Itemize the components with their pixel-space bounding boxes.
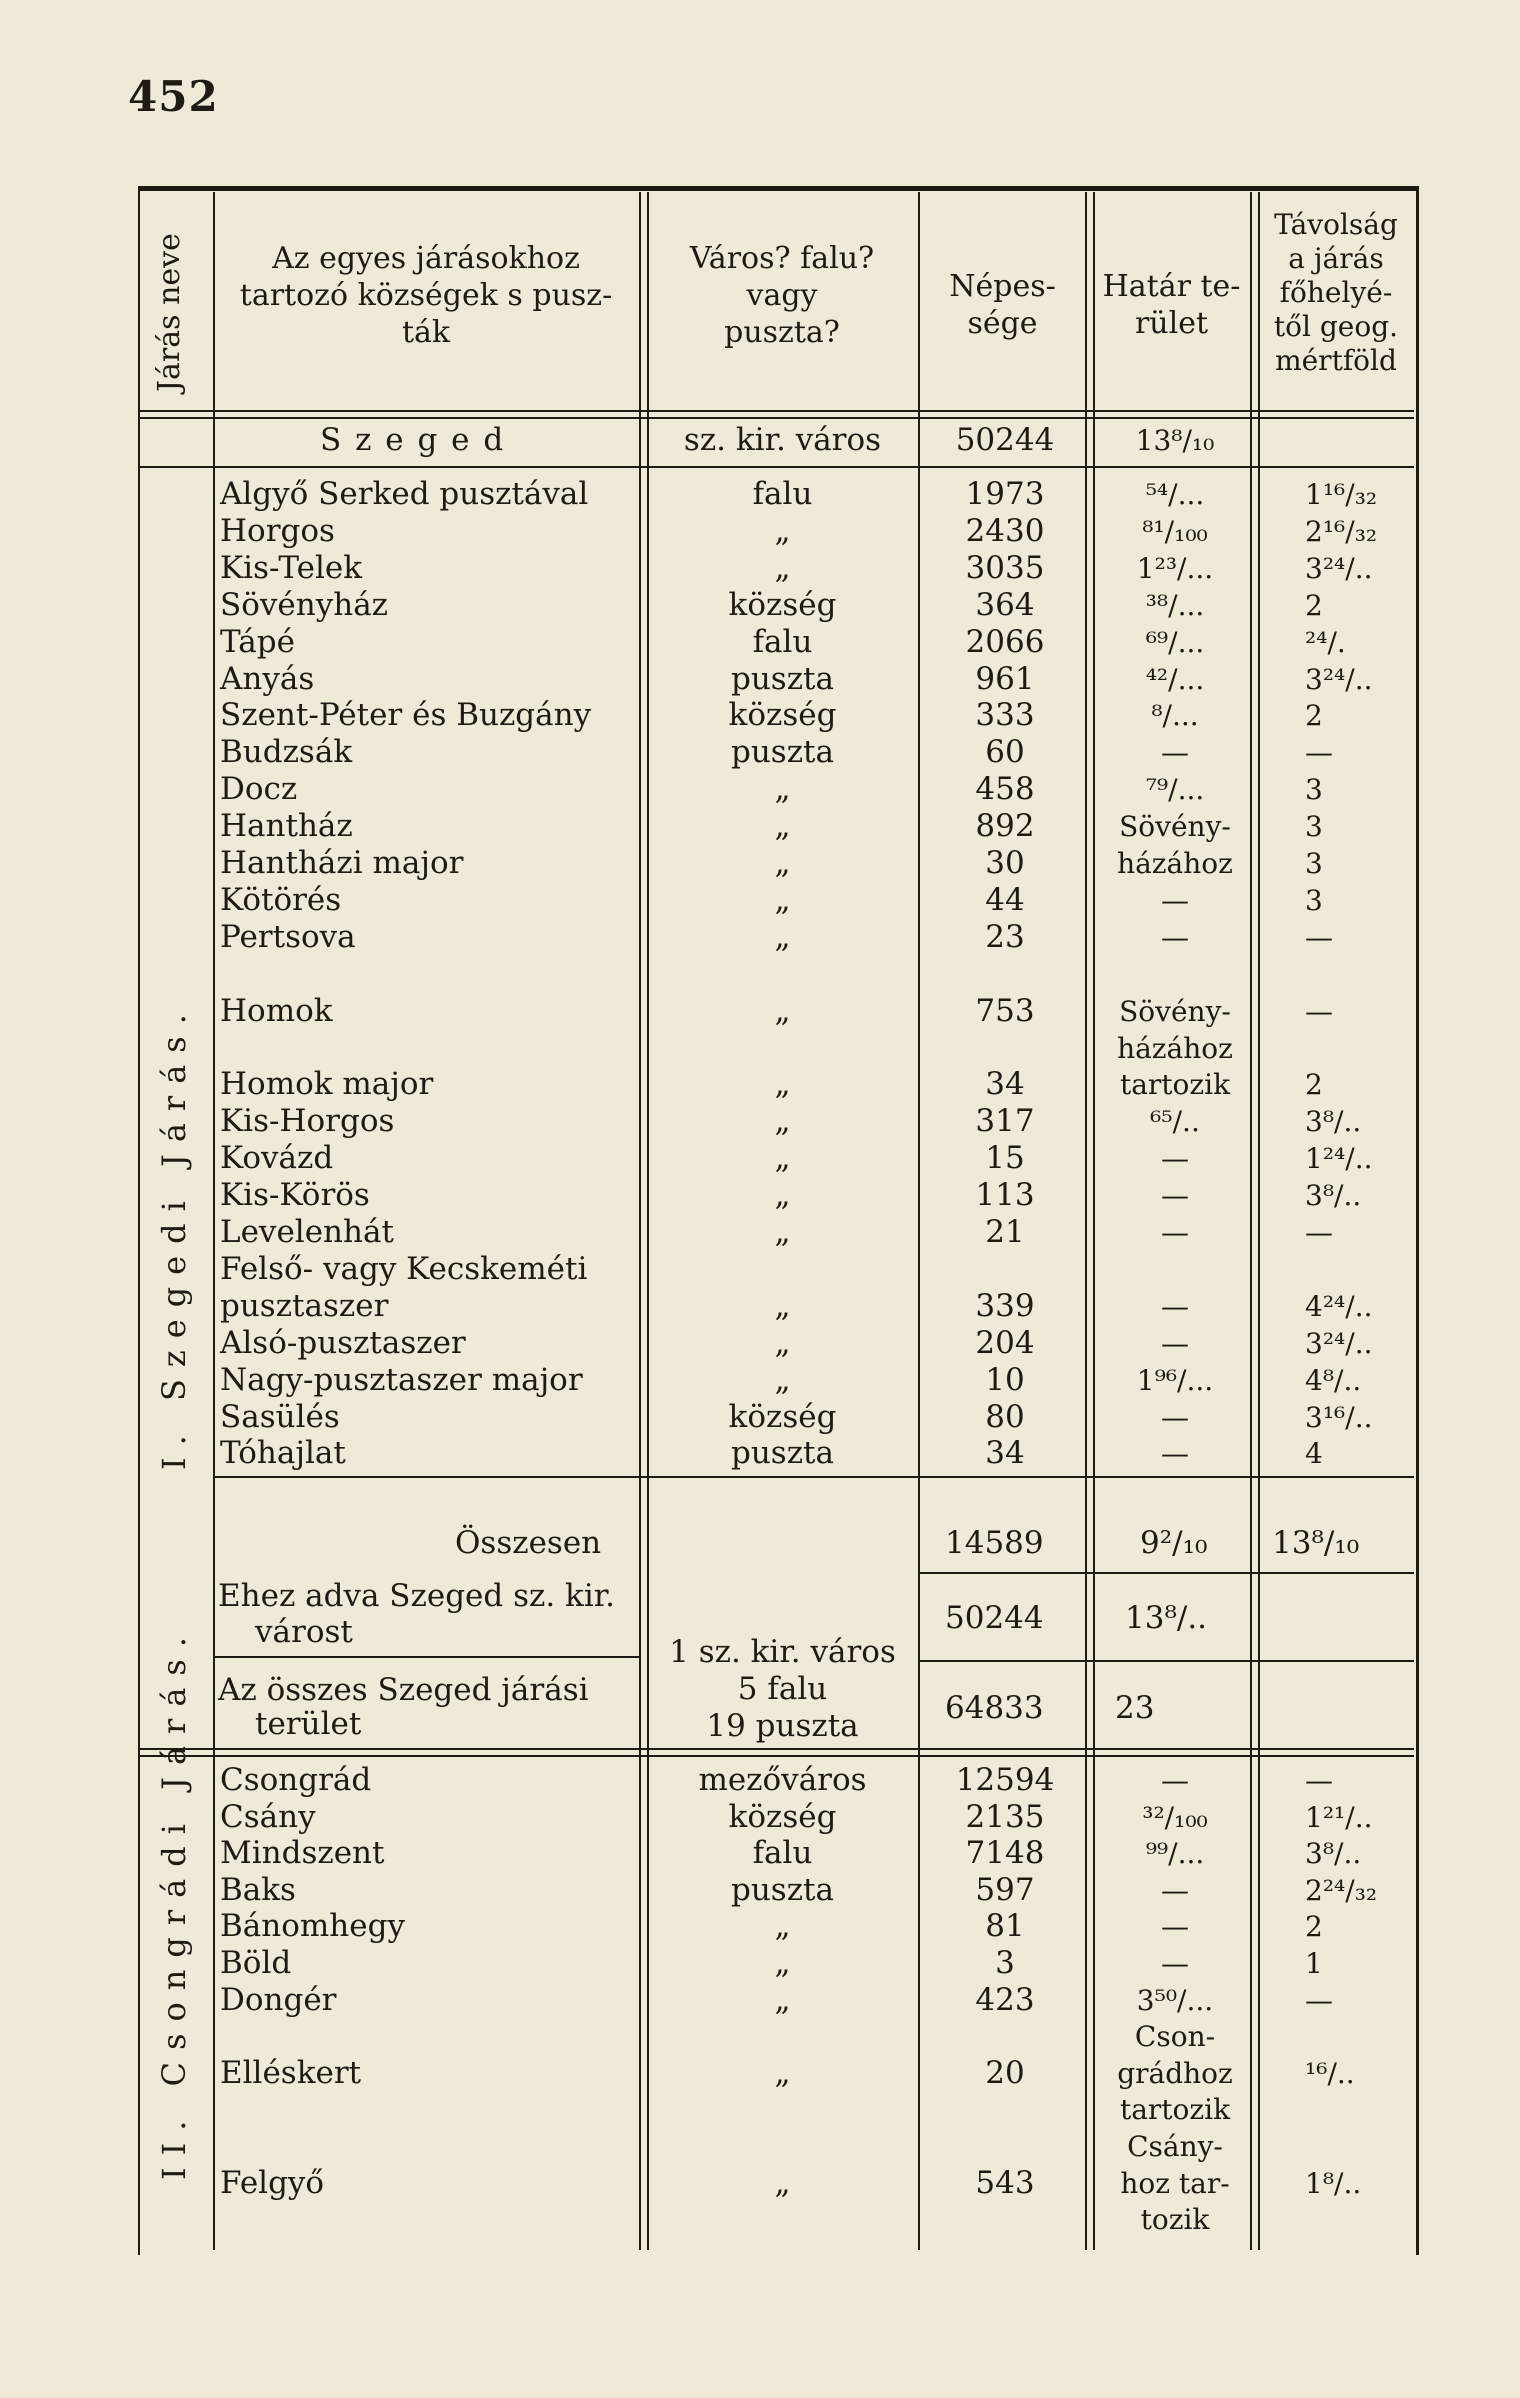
cell-population: 543 bbox=[975, 2164, 1035, 2201]
cell-population: 23 bbox=[985, 918, 1025, 955]
cell-type: község bbox=[728, 697, 837, 734]
add-area: 13⁸/.. bbox=[1125, 1600, 1208, 1636]
cell-population: 2066 bbox=[965, 623, 1045, 660]
cell-area: — bbox=[1161, 1947, 1189, 1980]
table-row bbox=[0, 1177, 1520, 1214]
cell-name: Tóhajlat bbox=[220, 1435, 346, 1472]
header-line: mértföld bbox=[1275, 344, 1397, 377]
cell-population: 597 bbox=[975, 1871, 1035, 1908]
table-row bbox=[0, 1872, 1520, 1909]
cell-type: falu bbox=[752, 623, 813, 660]
table-row bbox=[0, 1435, 1520, 1472]
cell-area: — bbox=[1161, 736, 1189, 770]
table-row bbox=[0, 919, 1520, 956]
header-line: Népes- bbox=[949, 269, 1056, 304]
cell-distance: — bbox=[1305, 920, 1333, 954]
cell-area: — bbox=[1161, 1289, 1189, 1323]
sum-type-line: 19 puszta bbox=[706, 1708, 859, 1744]
cell-type: „ bbox=[774, 1103, 791, 1140]
cell-population: 20 bbox=[985, 2054, 1025, 2091]
cell-name: Sasülés bbox=[220, 1398, 340, 1435]
cell-distance: 3²⁴/.. bbox=[1305, 551, 1373, 585]
cell-distance: 3 bbox=[1305, 810, 1323, 844]
table-row bbox=[0, 882, 1520, 919]
sum-label: terület bbox=[255, 1706, 362, 1742]
cell-name: Budzsák bbox=[220, 734, 353, 771]
district-1-label: I. Szegedi Járás. bbox=[155, 1002, 193, 1470]
table-row bbox=[0, 624, 1520, 661]
header-line: vagy bbox=[746, 278, 818, 313]
cell-name: Alsó-pusztaszer bbox=[220, 1324, 466, 1361]
table-row bbox=[0, 1945, 1520, 1982]
cell-type: „ bbox=[774, 1066, 791, 1103]
cell-area: ³²/₁₀₀ bbox=[1142, 1800, 1208, 1834]
sum-type-line: 5 falu bbox=[737, 1671, 828, 1707]
cell-area: — bbox=[1161, 1873, 1189, 1907]
table-row bbox=[0, 956, 1520, 993]
cell-type: „ bbox=[774, 1214, 791, 1250]
table-row bbox=[0, 697, 1520, 734]
header-line: puszta? bbox=[724, 315, 840, 350]
header-line: Távolság bbox=[1274, 208, 1398, 241]
cell-population: 961 bbox=[975, 660, 1035, 697]
cell-area: ⁶⁵/.. bbox=[1150, 1105, 1200, 1139]
header-type bbox=[647, 240, 917, 351]
cell-type: „ bbox=[774, 1177, 791, 1214]
cell-distance: 4²⁴/.. bbox=[1305, 1289, 1373, 1323]
district-2-label: II. Csongrádi Járás. bbox=[155, 1624, 193, 2180]
cell-area: — bbox=[1161, 1910, 1189, 1944]
cell-area: 3⁵⁰/... bbox=[1136, 1983, 1214, 2017]
table-row bbox=[0, 2091, 1520, 2128]
table-row bbox=[0, 1362, 1520, 1399]
cell-population: 21 bbox=[985, 1214, 1025, 1250]
cell-name: Dongér bbox=[220, 1981, 337, 2018]
cell-population: 15 bbox=[985, 1140, 1025, 1177]
header-population bbox=[920, 268, 1085, 342]
total-population: 14589 bbox=[945, 1525, 1044, 1561]
cell-type: község bbox=[728, 586, 837, 623]
cell-type: község bbox=[728, 1798, 837, 1835]
cell-population: 204 bbox=[975, 1324, 1035, 1361]
table-row bbox=[0, 1103, 1520, 1140]
cell-area: házához bbox=[1117, 847, 1233, 880]
cell-distance: 2¹⁶/₃₂ bbox=[1305, 514, 1378, 548]
total-area: 9²/₁₀ bbox=[1140, 1525, 1208, 1561]
table-row bbox=[0, 513, 1520, 550]
cell-area: — bbox=[1161, 1216, 1189, 1249]
cell-population: 2430 bbox=[965, 512, 1045, 549]
cell-distance: 3 bbox=[1305, 883, 1323, 917]
cell-population: 44 bbox=[985, 881, 1025, 918]
table-row bbox=[0, 734, 1520, 771]
cell-area: tartozik bbox=[1119, 2093, 1231, 2127]
cell-distance: 3²⁴/.. bbox=[1305, 662, 1373, 696]
cell-type: puszta bbox=[731, 1871, 834, 1908]
sum-label: Az összes Szeged járási bbox=[218, 1672, 589, 1708]
cell-name: Csongrád bbox=[220, 1762, 372, 1798]
cell-area: — bbox=[1161, 883, 1189, 917]
header-line: Város? falu? bbox=[689, 241, 875, 276]
table-row bbox=[0, 587, 1520, 624]
table-row bbox=[0, 2165, 1520, 2202]
cell-name: Docz bbox=[220, 771, 298, 808]
cell-area: ⁸/... bbox=[1151, 699, 1199, 733]
cell-name: Levelenhát bbox=[220, 1214, 394, 1250]
cell-area: hoz tar- bbox=[1120, 2166, 1230, 2200]
cell-area: házához bbox=[1117, 1031, 1233, 1065]
cell-distance: 3¹⁶/.. bbox=[1305, 1400, 1373, 1434]
cell-name: Nagy-pusztaszer major bbox=[220, 1361, 583, 1398]
table-row bbox=[0, 550, 1520, 587]
cell-name: Hantház bbox=[220, 808, 353, 845]
header-line: től geog. bbox=[1273, 310, 1399, 343]
cell-type: puszta bbox=[731, 660, 834, 697]
header-settlement bbox=[215, 240, 637, 351]
sum-area: 23 bbox=[1115, 1690, 1155, 1726]
cell-distance: ²⁴/. bbox=[1305, 625, 1346, 659]
cell-type: puszta bbox=[731, 734, 834, 771]
cell-population: 60 bbox=[985, 734, 1025, 771]
cell-population: 333 bbox=[975, 697, 1035, 734]
cell-name: Felső- vagy Kecskeméti bbox=[220, 1250, 588, 1287]
cell-distance: 4⁸/.. bbox=[1305, 1363, 1362, 1397]
cell-name: Baks bbox=[220, 1871, 296, 1908]
cell-distance: 3⁸/.. bbox=[1305, 1837, 1362, 1871]
table-row bbox=[0, 1762, 1520, 1799]
cell-area: Csány- bbox=[1127, 2130, 1223, 2163]
cell-distance: 2 bbox=[1305, 1910, 1323, 1944]
cell-area: ⁹⁹/... bbox=[1145, 1837, 1205, 1871]
cell-type: „ bbox=[774, 771, 791, 808]
cell-type: falu bbox=[752, 476, 813, 512]
table-row bbox=[0, 1908, 1520, 1945]
cell-distance: 4 bbox=[1305, 1437, 1323, 1471]
total-label: Összesen bbox=[455, 1525, 602, 1561]
cell-distance: 3⁸/.. bbox=[1305, 1105, 1362, 1139]
table-row bbox=[0, 1399, 1520, 1436]
cell-distance: 3²⁴/.. bbox=[1305, 1326, 1373, 1360]
cell-type: „ bbox=[774, 1908, 791, 1945]
table-row bbox=[0, 845, 1520, 882]
cell-population: 30 bbox=[985, 845, 1025, 881]
table-row bbox=[0, 993, 1520, 1030]
cell-area: — bbox=[1161, 1142, 1189, 1176]
cell-population: 10 bbox=[985, 1361, 1025, 1398]
cell-population: 458 bbox=[975, 771, 1035, 808]
table-row bbox=[0, 1325, 1520, 1362]
cell-population: 81 bbox=[985, 1908, 1025, 1945]
sum-type-line: 1 sz. kir. város bbox=[669, 1634, 896, 1670]
header-distance bbox=[1258, 208, 1414, 378]
sum-type bbox=[645, 1634, 920, 1745]
table-row bbox=[0, 808, 1520, 845]
cell-area: ⁴²/... bbox=[1145, 662, 1205, 696]
district-rule bbox=[138, 1748, 1414, 1757]
cell-distance: 2 bbox=[1305, 588, 1323, 622]
cell-population: 50244 bbox=[955, 422, 1055, 458]
cell-name: Anyás bbox=[220, 660, 315, 697]
cell-distance: 1⁸/.. bbox=[1305, 2166, 1362, 2200]
cell-name: Kis-Horgos bbox=[220, 1103, 395, 1140]
cell-name: Homok bbox=[220, 992, 333, 1029]
cell-name: Algyő Serked pusztával bbox=[220, 476, 589, 512]
cell-type: „ bbox=[774, 512, 791, 549]
cell-population: 1973 bbox=[965, 476, 1045, 512]
header-line: rület bbox=[1134, 306, 1209, 341]
cell-type: „ bbox=[774, 845, 791, 881]
add-label: Ehez adva Szeged sz. kir. bbox=[218, 1578, 616, 1614]
cell-area: 1²³/... bbox=[1136, 551, 1214, 585]
table-row bbox=[0, 1982, 1520, 2019]
table-row bbox=[0, 771, 1520, 808]
table-row bbox=[0, 1140, 1520, 1177]
cell-distance: 1²¹/.. bbox=[1305, 1800, 1373, 1834]
cell-type: „ bbox=[774, 2054, 791, 2091]
cell-distance: — bbox=[1305, 994, 1333, 1028]
section-rule bbox=[138, 466, 1414, 468]
cell-name: pusztaszer bbox=[220, 1287, 389, 1324]
page-number: 452 bbox=[128, 72, 219, 121]
table-row bbox=[0, 1066, 1520, 1103]
cell-type: mezőváros bbox=[698, 1762, 867, 1798]
cell-type: „ bbox=[774, 1361, 791, 1398]
cell-distance: 1¹⁶/₃₂ bbox=[1305, 478, 1378, 511]
cell-population: 3 bbox=[995, 1945, 1015, 1981]
cell-type: sz. kir. város bbox=[683, 422, 882, 458]
table-row bbox=[0, 2201, 1520, 2238]
cell-name: Bánomhegy bbox=[220, 1908, 405, 1945]
cell-name: Csány bbox=[220, 1798, 316, 1835]
cell-name: Hantházi major bbox=[220, 845, 464, 881]
cell-name: Böld bbox=[220, 1945, 292, 1981]
cell-name: Sövényház bbox=[220, 586, 389, 623]
cell-population: 753 bbox=[975, 992, 1035, 1029]
add-label: várost bbox=[255, 1614, 353, 1650]
cell-distance: 1²⁴/.. bbox=[1305, 1142, 1373, 1176]
cell-name: Horgos bbox=[220, 512, 335, 549]
cell-type: „ bbox=[774, 881, 791, 918]
cell-type: „ bbox=[774, 1140, 791, 1177]
cell-population: 364 bbox=[975, 586, 1035, 623]
cell-name: Pertsova bbox=[220, 918, 356, 955]
cell-population: 317 bbox=[975, 1103, 1035, 1140]
table-row bbox=[0, 2128, 1520, 2165]
header-line: a járás bbox=[1288, 242, 1384, 275]
cell-distance: — bbox=[1305, 1983, 1333, 2017]
cell-area: Sövény- bbox=[1119, 810, 1231, 844]
cell-population: 3035 bbox=[965, 549, 1045, 586]
header-line: tartozó községek s pusz- bbox=[239, 278, 613, 313]
header-line: Az egyes járásokhoz bbox=[272, 241, 580, 276]
cell-area: Sövény- bbox=[1119, 994, 1231, 1028]
section-rule bbox=[213, 1656, 639, 1658]
table-row-city bbox=[0, 422, 1520, 459]
cell-distance: 2 bbox=[1305, 1068, 1323, 1102]
section-rule bbox=[918, 1572, 1414, 1574]
cell-population: 2135 bbox=[965, 1798, 1045, 1835]
header-area bbox=[1093, 268, 1250, 342]
cell-type: „ bbox=[774, 992, 791, 1029]
cell-name: Kovázd bbox=[220, 1140, 334, 1177]
cell-distance: 1 bbox=[1305, 1947, 1323, 1980]
section-rule bbox=[213, 1476, 1414, 1478]
cell-type: „ bbox=[774, 1287, 791, 1324]
cell-population: 7148 bbox=[965, 1835, 1045, 1872]
cell-area: — bbox=[1161, 1437, 1189, 1471]
cell-area: ⁶⁹/... bbox=[1145, 625, 1205, 659]
header-line: sége bbox=[967, 306, 1038, 341]
cell-name: Mindszent bbox=[220, 1835, 385, 1872]
cell-area: — bbox=[1161, 1400, 1189, 1434]
table-row bbox=[0, 1288, 1520, 1325]
cell-name: Kötörés bbox=[220, 881, 342, 918]
cell-population: 339 bbox=[975, 1287, 1035, 1324]
sum-population: 64833 bbox=[945, 1690, 1044, 1726]
cell-area: ⁸¹/₁₀₀ bbox=[1142, 514, 1208, 548]
cell-name: S z e g e d bbox=[320, 422, 506, 458]
header-district: Járás neve bbox=[152, 233, 187, 392]
table-row bbox=[0, 1251, 1520, 1288]
cell-area: Cson- bbox=[1134, 2020, 1216, 2054]
cell-area: tartozik bbox=[1119, 1068, 1231, 1102]
cell-area: 13⁸/₁₀ bbox=[1135, 424, 1215, 457]
table-row bbox=[0, 2018, 1520, 2055]
header-rule bbox=[138, 410, 1414, 419]
cell-population: 12594 bbox=[955, 1762, 1055, 1798]
cell-type: falu bbox=[752, 1835, 813, 1872]
cell-population: 34 bbox=[985, 1435, 1025, 1472]
cell-name: Tápé bbox=[220, 623, 295, 660]
header-line: ták bbox=[401, 315, 451, 350]
cell-type: község bbox=[728, 1398, 837, 1435]
cell-name: Homok major bbox=[220, 1066, 434, 1103]
cell-type: „ bbox=[774, 1324, 791, 1361]
cell-population: 423 bbox=[975, 1981, 1035, 2018]
cell-distance: 3⁸/.. bbox=[1305, 1179, 1362, 1213]
cell-name: Kis-Körös bbox=[220, 1177, 370, 1214]
cell-area: — bbox=[1161, 1179, 1189, 1213]
cell-type: „ bbox=[774, 808, 791, 845]
cell-area: — bbox=[1161, 920, 1189, 954]
cell-name: Szent-Péter és Buzgány bbox=[220, 697, 592, 734]
cell-area: ⁷⁹/... bbox=[1145, 773, 1205, 807]
cell-distance: — bbox=[1305, 1216, 1333, 1249]
cell-type: „ bbox=[774, 1945, 791, 1981]
table-row bbox=[0, 476, 1520, 513]
cell-name: Elléskert bbox=[220, 2054, 362, 2091]
cell-distance: — bbox=[1305, 736, 1333, 770]
cell-population: 80 bbox=[985, 1398, 1025, 1435]
table-row bbox=[0, 2055, 1520, 2092]
cell-name: Felgyő bbox=[220, 2164, 325, 2201]
header-line: Határ te- bbox=[1102, 269, 1241, 304]
table-row bbox=[0, 1799, 1520, 1836]
section-rule bbox=[918, 1660, 1414, 1662]
cell-type: „ bbox=[774, 2164, 791, 2201]
cell-area: grádhoz bbox=[1117, 2056, 1233, 2090]
cell-type: „ bbox=[774, 918, 791, 955]
cell-type: „ bbox=[774, 549, 791, 586]
cell-distance: 2 bbox=[1305, 699, 1323, 733]
cell-distance: — bbox=[1305, 1764, 1333, 1797]
cell-distance: 2²⁴/₃₂ bbox=[1305, 1873, 1378, 1907]
cell-type: „ bbox=[774, 1981, 791, 2018]
cell-area: ³⁸/... bbox=[1145, 588, 1205, 622]
cell-type: puszta bbox=[731, 1435, 834, 1472]
total-distance: 13⁸/₁₀ bbox=[1272, 1525, 1360, 1561]
cell-area: 1⁹⁶/... bbox=[1136, 1363, 1214, 1397]
cell-name: Kis-Telek bbox=[220, 549, 363, 586]
table-row bbox=[0, 661, 1520, 698]
cell-area: tozik bbox=[1140, 2203, 1210, 2237]
table-row bbox=[0, 1214, 1520, 1251]
header-line: főhelyé- bbox=[1279, 276, 1393, 309]
table-row bbox=[0, 1030, 1520, 1067]
cell-area: — bbox=[1161, 1326, 1189, 1360]
cell-population: 113 bbox=[975, 1177, 1035, 1214]
cell-distance: 3 bbox=[1305, 847, 1323, 880]
table-row bbox=[0, 1835, 1520, 1872]
cell-distance: ¹⁶/.. bbox=[1305, 2056, 1355, 2090]
cell-population: 892 bbox=[975, 808, 1035, 845]
cell-distance: 3 bbox=[1305, 773, 1323, 807]
cell-area: ⁵⁴/... bbox=[1145, 478, 1205, 511]
cell-area: — bbox=[1161, 1764, 1189, 1797]
add-population: 50244 bbox=[945, 1600, 1044, 1636]
cell-population: 34 bbox=[985, 1066, 1025, 1103]
